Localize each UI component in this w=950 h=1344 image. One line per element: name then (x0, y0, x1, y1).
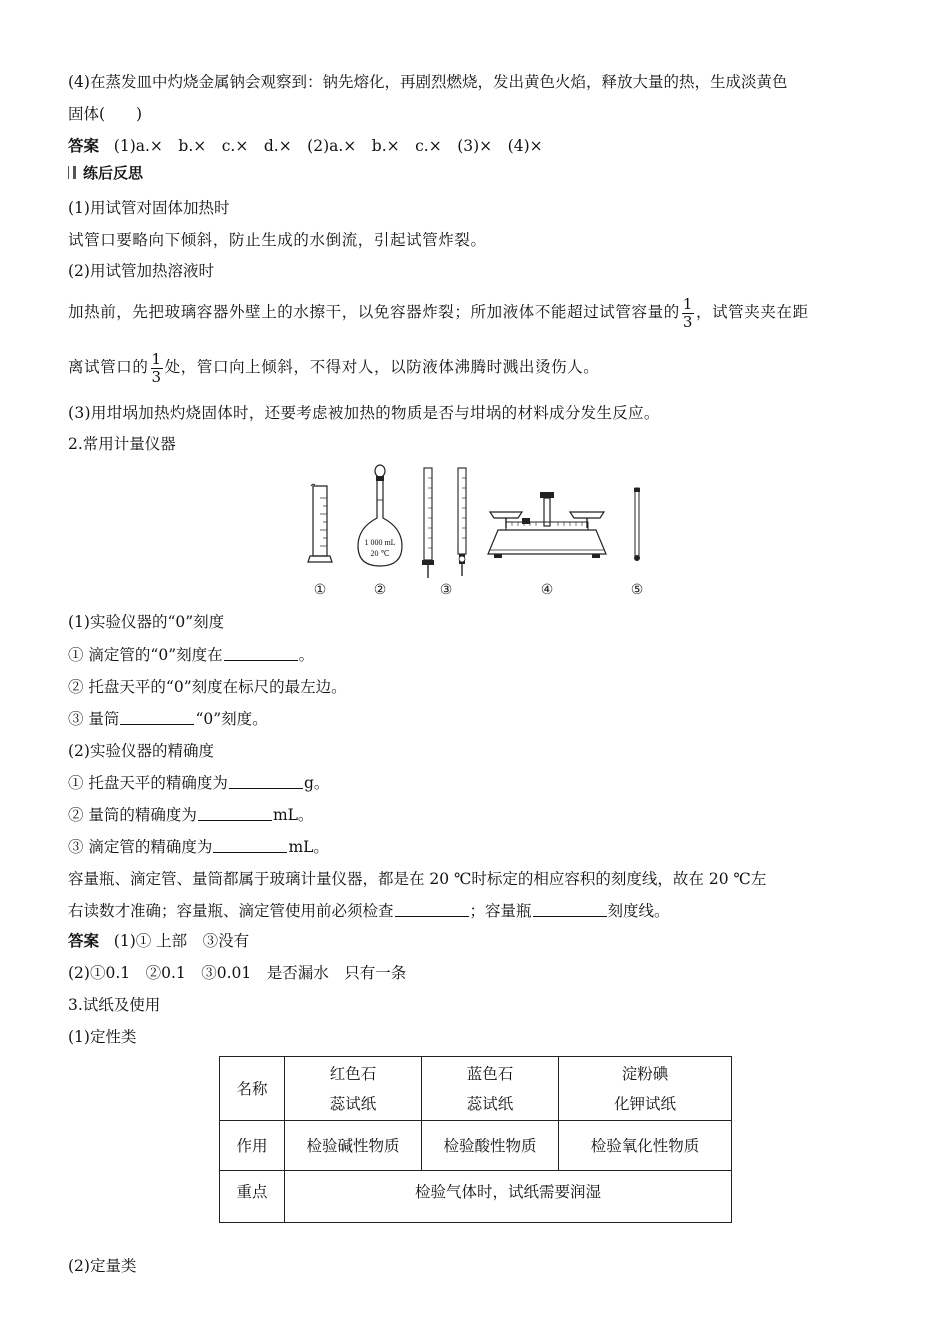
precision-item-3: ③ 滴定管的精确度为 mL。 (68, 838, 329, 856)
reflection-p2-line-2: 离试管口的 $\frac{1}{3}$ 处，管口向上倾斜，不得对人，以防液体沸腾时溅出烫伤人。 (68, 349, 600, 386)
table-header-cell: 名称 (220, 1057, 285, 1121)
reflection-p1-body: 试管口要略向下倾斜，防止生成的水倒流，引起试管炸裂。 (68, 231, 487, 249)
reflection-p2-line-1: 加热前，先把玻璃容器外壁上的水擦干，以免容器炸裂；所加液体不能超过试管容量的 $\frac{1}{3}$ ，试管夹夹在距 (68, 294, 809, 331)
answer-blank[interactable] (533, 901, 607, 917)
fraction-one-third: $\frac{1}{3}$ (151, 349, 162, 386)
table-row (220, 1057, 732, 1121)
answer-label: 答案 (68, 932, 100, 950)
svg-text:20 ℃: 20 ℃ (370, 549, 390, 558)
reflection-p2-title: (2)用试管加热溶液时 (68, 262, 214, 280)
answer-1-text: (1)a.× b.× c.× d.× (2)a.× b.× c.× (3)× (4)× (113, 137, 543, 155)
table-cell: 淀粉碘 化钾试纸 (559, 1057, 732, 1121)
zero-scale-item-3: ③ 量筒 “0”刻度。 (68, 710, 268, 728)
svg-text:①: ① (313, 583, 327, 598)
section-3-title: 3.试纸及使用 (68, 996, 161, 1014)
svg-text:③: ③ (439, 583, 453, 598)
qualitative-title: (1)定性类 (68, 1028, 137, 1046)
answer-blank[interactable] (213, 837, 287, 853)
fraction-one-third: $\frac{1}{3}$ (682, 294, 693, 331)
table-cell: 检验氧化性物质 (559, 1121, 732, 1171)
glassware-paragraph-line-1: 容量瓶、滴定管、量筒都属于玻璃计量仪器，都是在 20 ℃时标定的相应容积的刻度线，故在 20 ℃左 (68, 870, 767, 888)
precision-title: (2)实验仪器的精确度 (68, 742, 214, 760)
graduated-cylinder-icon (308, 484, 332, 562)
glassware-paragraph-line-2: 右读数才准确；容量瓶、滴定管使用前必须检查 ；容量瓶 刻度线。 (68, 902, 670, 920)
section-marker-bar-icon (73, 166, 76, 179)
reflection-heading: 练后反思 (68, 163, 143, 183)
svg-text:1 000 mL: 1 000 mL (364, 538, 396, 547)
q4-line-2: 固体( ) (68, 105, 143, 123)
q4-line-1: (4)在蒸发皿中灼烧金属钠会观察到：钠先熔化，再剧烈燃烧，发出黄色火焰，释放大量的热，生成淡黄色 (68, 73, 788, 91)
answer-blank[interactable] (224, 645, 298, 661)
precision-item-2: ② 量筒的精确度为 mL。 (68, 806, 314, 824)
answer-2-line-2: (2)①0.1 ②0.1 ③0.01 是否漏水 只有一条 (68, 964, 407, 982)
base-burette-icon (458, 468, 466, 576)
zero-scale-title: (1)实验仪器的“0”刻度 (68, 613, 225, 631)
table-cell: 检验气体时，试纸需要润湿 (285, 1171, 732, 1223)
answer-label: 答案 (68, 137, 100, 155)
measuring-instruments-figure (300, 458, 660, 607)
section-marker-icon (68, 166, 69, 179)
thermometer-icon (634, 488, 640, 561)
table-cell: 检验碱性物质 (285, 1121, 422, 1171)
answer-blank[interactable] (229, 773, 303, 789)
table-cell: 检验酸性物质 (422, 1121, 559, 1171)
section-2-title: 2.常用计量仪器 (68, 435, 176, 453)
zero-scale-item-1: ① 滴定管的“0”刻度在 。 (68, 646, 315, 664)
test-paper-table (219, 1056, 732, 1223)
acid-burette-icon (422, 468, 434, 578)
svg-text:⑤: ⑤ (630, 583, 644, 598)
answer-2: 答案 (1)① 上部 ③没有 (68, 932, 250, 950)
svg-text:④: ④ (540, 583, 554, 598)
reflection-p1-title: (1)用试管对固体加热时 (68, 199, 230, 217)
svg-text:②: ② (373, 583, 387, 598)
table-row (220, 1121, 732, 1171)
volumetric-flask-icon (358, 465, 402, 566)
table-row (220, 1171, 732, 1223)
zero-scale-item-2: ② 托盘天平的“0”刻度在标尺的最左边。 (68, 678, 347, 696)
table-header-cell: 重点 (220, 1171, 285, 1223)
answer-blank[interactable] (395, 901, 469, 917)
answer-blank[interactable] (120, 709, 194, 725)
table-header-cell: 作用 (220, 1121, 285, 1171)
precision-item-1: ① 托盘天平的精确度为 g。 (68, 774, 330, 792)
table-cell: 红色石 蕊试纸 (285, 1057, 422, 1121)
quantitative-title: (2)定量类 (68, 1257, 137, 1275)
answer-blank[interactable] (198, 805, 272, 821)
table-cell: 蓝色石 蕊试纸 (422, 1057, 559, 1121)
answer-1 (68, 136, 543, 156)
platform-balance-icon (488, 492, 606, 558)
reflection-p3: (3)用坩埚加热灼烧固体时，还要考虑被加热的物质是否与坩埚的材料成分发生反应。 (68, 404, 660, 422)
